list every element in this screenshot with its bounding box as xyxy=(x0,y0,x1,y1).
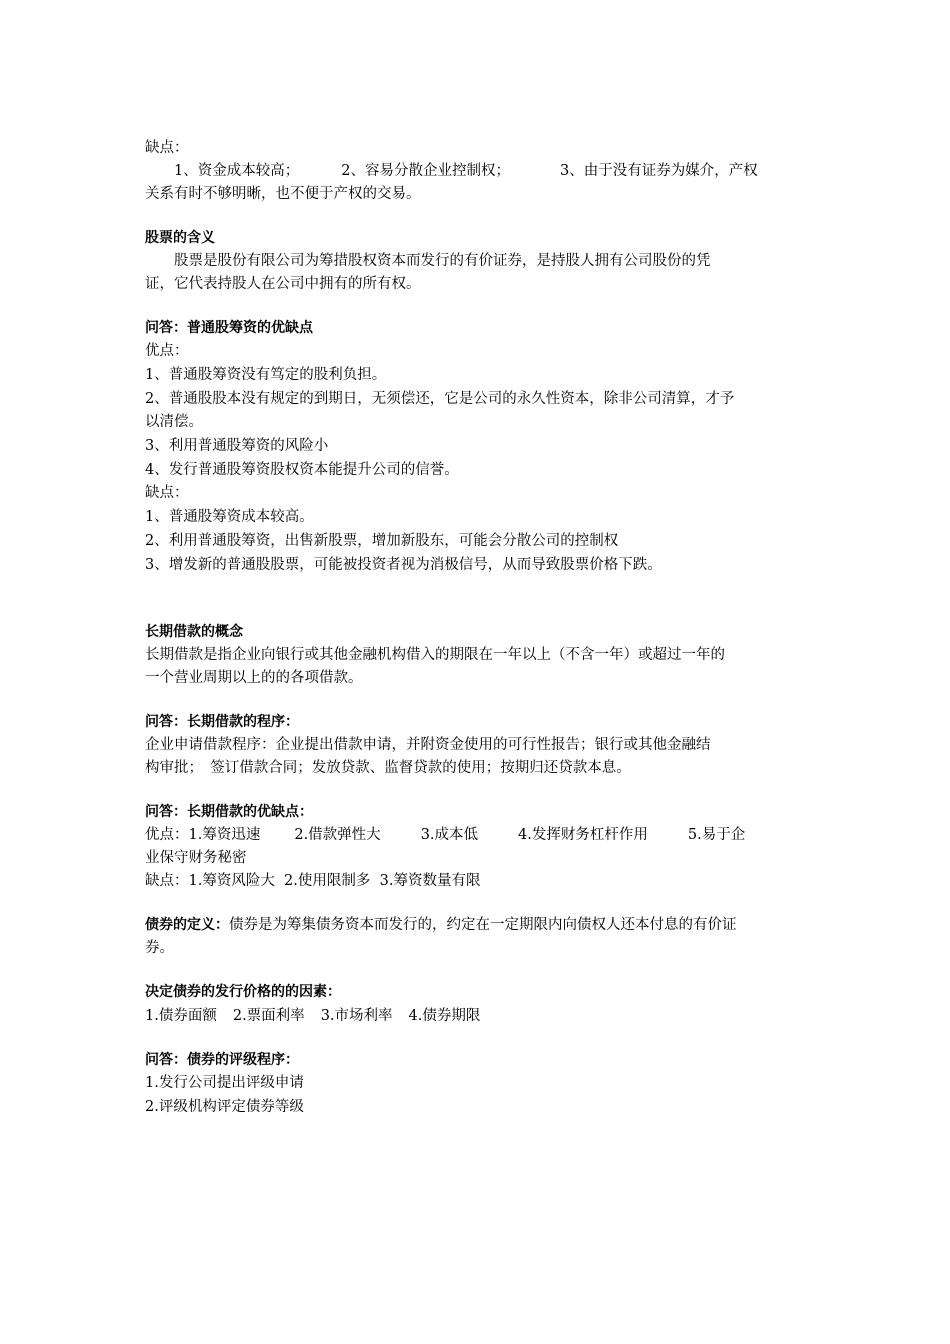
loan-pro-item: 5.易于企 xyxy=(687,827,746,843)
loan-pro-item: 3.成本低 xyxy=(420,827,479,843)
loan-pros-line xyxy=(145,824,815,847)
cons-item-3-continued: 关系有时不够明晰，也不便于产权的交易。 xyxy=(145,186,421,202)
common-stock-pro-item: 以清偿。 xyxy=(145,414,203,430)
cons-label: 缺点： xyxy=(145,140,189,156)
long-term-loan-line-2: 一个营业周期以上的的各项借款。 xyxy=(145,670,363,686)
loan-pro-item: 1.筹资迅速 xyxy=(188,827,261,843)
loan-procedure-heading: 问答：长期借款的程序： xyxy=(145,714,299,730)
cons-item-3: 3、由于没有证券为媒介，产权 xyxy=(559,163,758,179)
bond-price-factors-list xyxy=(145,1005,815,1028)
loan-pros-tail: 业保守财务秘密 xyxy=(145,850,247,866)
loan-procedure-line-2: 构审批； 签订借款合同；发放贷款、监督贷款的使用；按期归还贷款本息。 xyxy=(145,760,631,776)
bond-definition-line-2: 券。 xyxy=(145,940,174,956)
bond-rating-step: 1.发行公司提出评级申请 xyxy=(145,1075,304,1091)
common-stock-pro-item: 1、普通股筹资没有笃定的股利负担。 xyxy=(145,367,387,383)
common-stock-con-item: 3、增发新的普通股股票，可能被投资者视为消极信号，从而导致股票价格下跌。 xyxy=(145,557,662,573)
stock-meaning-heading: 股票的含义 xyxy=(145,230,215,246)
common-stock-pros-label: 优点： xyxy=(145,343,189,359)
loan-pro-item: 4.发挥财务杠杆作用 xyxy=(518,827,648,843)
common-stock-pro-item: 4、发行普通股筹资股权资本能提升公司的信誉。 xyxy=(145,462,459,478)
cons-item-2: 2、容易分散企业控制权； xyxy=(341,163,510,179)
cons-items-line xyxy=(145,160,815,183)
bond-definition-text: 债券是为筹集债务资本而发行的，约定在一定期限内向债权人还本付息的有价证 xyxy=(229,917,737,933)
loan-pros-label: 优点： xyxy=(145,827,189,843)
loan-cons-line: 缺点：1.筹资风险大 2.使用限制多 3.筹资数量有限 xyxy=(145,873,481,889)
common-stock-pro-item: 2、普通股股本没有规定的到期日，无须偿还，它是公司的永久性资本，除非公司清算，才予 xyxy=(145,391,735,407)
loan-pros-cons-heading: 问答：长期借款的优缺点： xyxy=(145,804,313,820)
common-stock-con-item: 1、普通股筹资成本较高。 xyxy=(145,509,314,525)
document-page xyxy=(145,137,815,1119)
loan-pro-item: 2.借款弹性大 xyxy=(294,827,381,843)
bond-definition-label: 债券的定义： xyxy=(145,917,229,933)
long-term-loan-line-1: 长期借款是指企业向银行或其他金融机构借入的期限在一年以上（不含一年）或超过一年的 xyxy=(145,647,725,663)
bond-price-factor: 3.市场利率 xyxy=(320,1008,393,1024)
stock-meaning-line-2: 证，它代表持股人在公司中拥有的所有权。 xyxy=(145,276,421,292)
bond-price-factors-heading: 决定债券的发行价格的的因素： xyxy=(145,984,341,1000)
loan-procedure-line-1: 企业申请借款程序：企业提出借款申请，并附资金使用的可行性报告；银行或其他金融结 xyxy=(145,737,711,753)
common-stock-qa-heading: 问答：普通股筹资的优缺点 xyxy=(145,320,313,336)
bond-rating-step: 2.评级机构评定债券等级 xyxy=(145,1099,304,1115)
common-stock-con-item: 2、利用普通股筹资，出售新股票，增加新股东，可能会分散公司的控制权 xyxy=(145,533,619,549)
common-stock-cons-label: 缺点： xyxy=(145,485,189,501)
bond-price-factor: 2.票面利率 xyxy=(232,1008,305,1024)
bond-definition-line-1 xyxy=(145,914,815,937)
common-stock-pro-item: 3、利用普通股筹资的风险小 xyxy=(145,438,329,454)
cons-item-1: 1、资金成本较高； xyxy=(174,163,300,179)
bond-price-factor: 1.债券面额 xyxy=(145,1008,217,1024)
stock-meaning-line-1: 股票是股份有限公司为筹措股权资本而发行的有价证券，是持股人拥有公司股份的凭 xyxy=(174,253,711,269)
long-term-loan-heading: 长期借款的概念 xyxy=(145,624,243,640)
bond-rating-heading: 问答：债券的评级程序： xyxy=(145,1052,299,1068)
bond-price-factor: 4.债券期限 xyxy=(408,1008,481,1024)
